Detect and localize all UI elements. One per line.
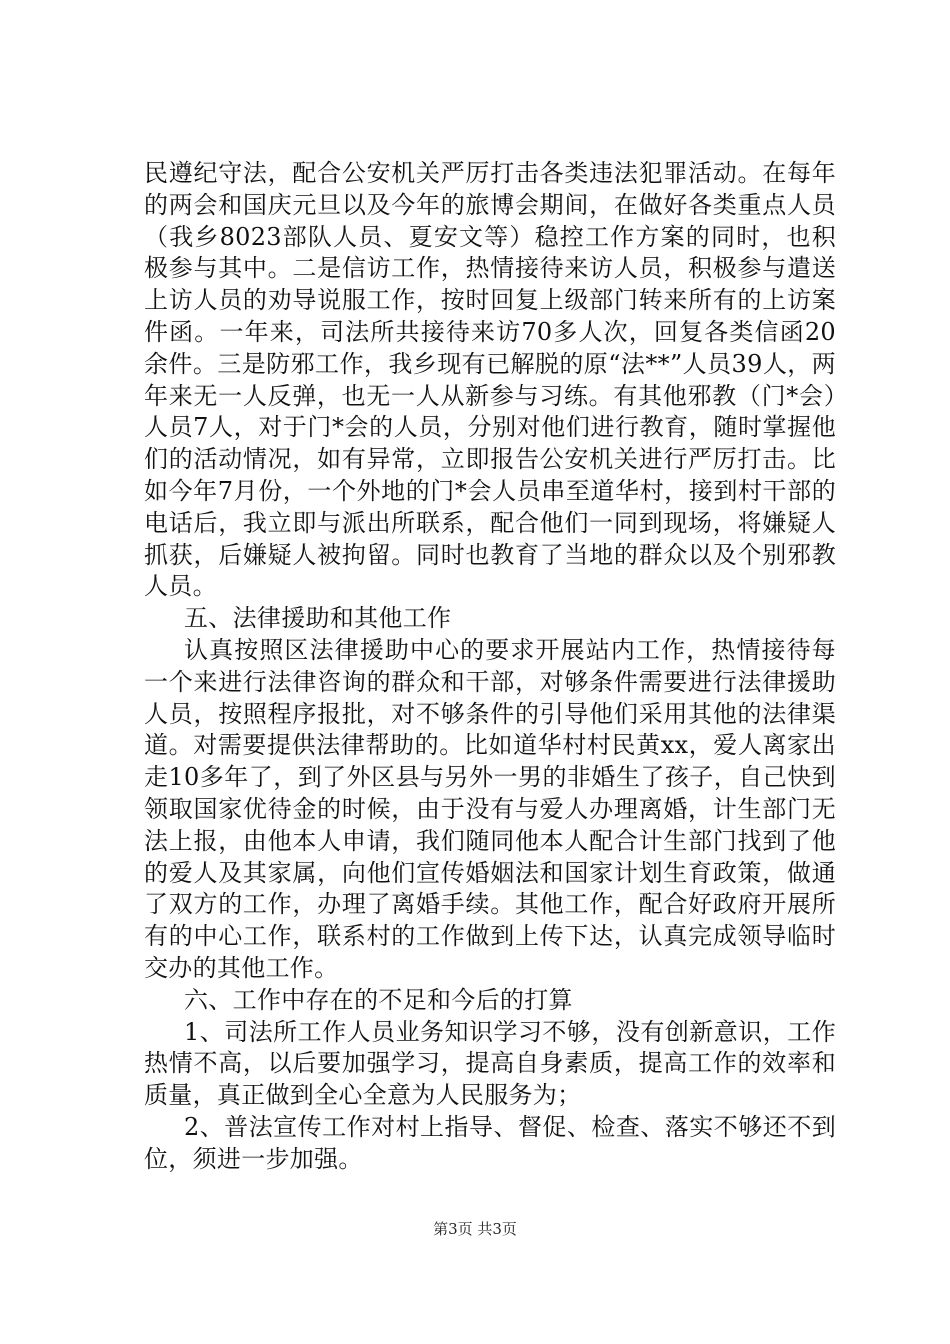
body-paragraph: 认真按照区法律援助中心的要求开展站内工作，热情接待每一个来进行法律咨询的群众和干部，对够条件需要进行法律援助人员，按照程序报批，对不够条件的引导他们采用其他的法律渠道。对需要提供法律帮助的。比如道华村村民黄xx，爱人离家出走10多年了，到了外区县与另外一男的非婚生了孩子，自己快到领取国家优待金的时候，由于没有与爱人办理离婚，计生部门无法上报，由他本人申请，我们随同他本人配合计生部门找到了他的爱人及其家属，向他们宣传婚姻法和国家计划生育政策，做通了双方的工作，办理了离婚手续。其他工作，配合好政府开展所有的中心工作，联系村的工作做到上传下达，认真完成领导临时交办的其他工作。 (144, 635, 836, 982)
section-heading-legal-aid: 五、法律援助和其他工作 (184, 604, 452, 633)
list-item: 1、司法所工作人员业务知识学习不够，没有创新意识，工作热情不高，以后要加强学习，提高自身素质，提高工作的效率和质量，真正做到全心全意为人民服务为； (144, 1017, 836, 1110)
page-footer: 第3页 共3页 (433, 1220, 517, 1238)
document-body (144, 158, 836, 1176)
list-item: 2、普法宣传工作对村上指导、督促、检查、落实不够还不到位，须进一步加强。 (144, 1112, 836, 1173)
section-heading-shortcomings: 六、工作中存在的不足和今后的打算 (184, 985, 573, 1014)
body-paragraph: 民遵纪守法，配合公安机关严厉打击各类违法犯罪活动。在每年的两会和国庆元旦以及今年的旅博会期间，在做好各类重点人员（我乡8023部队人员、夏安文等）稳控工作方案的同时，也积极参与其中。二是信访工作，热情接待来访人员，积极参与遣送上访人员的劝导说服工作，按时回复上级部门转来所有的上访案件函。一年来，司法所共接待来访70多人次，回复各类信函20余件。三是防邪工作，我乡现有已解脱的原“法**”人员39人，两年来无一人反弹，也无一人从新参与习练。有其他邪教（门*会）人员7人，对于门*会的人员，分别对他们进行教育，随时掌握他们的活动情况，如有异常，立即报告公安机关进行严厉打击。比如今年7月份，一个外地的门*会人员串至道华村，接到村干部的电话后，我立即与派出所联系，配合他们一同到现场，将嫌疑人抓获，后嫌疑人被拘留。同时也教育了当地的群众以及个别邪教人员。 (144, 159, 836, 601)
